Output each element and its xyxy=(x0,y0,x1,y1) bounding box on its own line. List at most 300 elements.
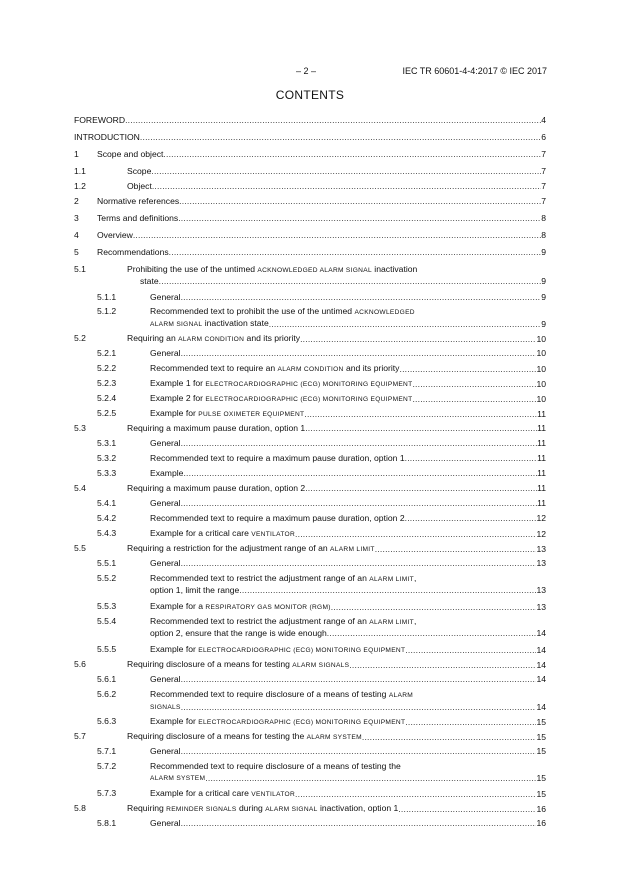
toc-entry-page: 4 xyxy=(541,115,546,125)
toc-entry-title xyxy=(127,181,152,192)
toc-entry-number: 5.3.3 xyxy=(97,468,117,478)
toc-entry-number: 5.6.2 xyxy=(97,689,117,699)
toc-entry-text: Example xyxy=(150,468,184,478)
toc-entry-line xyxy=(150,468,546,479)
toc-entry-page: 11 xyxy=(537,423,546,433)
toc-entry-smallcaps: ALARM xyxy=(388,692,414,699)
toc-entry-title xyxy=(150,378,412,390)
dot-leader xyxy=(412,394,536,405)
toc-entry-page: 12 xyxy=(536,529,546,539)
toc-entry-title xyxy=(97,149,163,160)
dot-leader xyxy=(181,702,537,713)
toc-entry-title xyxy=(150,393,412,405)
toc-entry-line xyxy=(127,731,546,743)
toc-entry-text: Requiring xyxy=(127,803,167,813)
dot-leader xyxy=(181,348,537,359)
toc-entry-line xyxy=(150,292,546,303)
toc-entry-page: 9 xyxy=(541,247,546,257)
toc-entry[interactable] xyxy=(74,659,546,671)
toc-entry-text: Recommended text to require a maximum pause duration, option 2 xyxy=(150,513,405,523)
toc-entry[interactable] xyxy=(74,181,546,192)
toc-entry-page: 14 xyxy=(536,674,546,684)
toc-entry-title xyxy=(150,716,405,728)
toc-entry-number: 5.2.2 xyxy=(97,363,117,373)
toc-entry[interactable] xyxy=(74,423,546,434)
toc-entry-page: 13 xyxy=(536,558,546,568)
toc-entry-number: 5 xyxy=(74,247,79,257)
dot-leader xyxy=(169,247,542,258)
toc-entry-smallcaps: ELECTROCARDIOGRAPHIC (ECG) MONITORING EQUIPMENT xyxy=(198,719,406,726)
toc-entry-number: 5.6.1 xyxy=(97,674,117,684)
toc-entry[interactable] xyxy=(74,230,546,241)
toc-entry[interactable] xyxy=(74,149,546,160)
toc-entry-text: General xyxy=(150,558,181,568)
dot-leader xyxy=(405,453,537,464)
dot-leader xyxy=(304,409,537,420)
toc-entry-number: 5.4.2 xyxy=(97,513,117,523)
toc-entry-text: Example for a critical care xyxy=(150,528,252,538)
toc-entry-title xyxy=(150,438,181,449)
dot-leader xyxy=(181,674,537,685)
toc-entry-number: 5.7.1 xyxy=(97,746,117,756)
toc-entry-number: 5.4.3 xyxy=(97,528,117,538)
page-header xyxy=(0,66,620,78)
toc-entry[interactable] xyxy=(74,558,546,569)
toc-entry-text: Recommended text to require disclosure of a means of testing the xyxy=(150,761,401,771)
toc-entry[interactable] xyxy=(74,348,546,359)
toc-entry[interactable] xyxy=(74,363,546,375)
toc-entry[interactable] xyxy=(74,453,546,464)
page-number: – 2 – xyxy=(296,66,317,76)
dot-leader xyxy=(181,746,537,757)
dot-leader xyxy=(181,292,542,303)
toc-entry-title xyxy=(97,247,169,258)
toc-entry-line xyxy=(150,628,546,639)
dot-leader xyxy=(375,544,537,555)
toc-entry-line xyxy=(127,166,546,177)
dot-leader xyxy=(412,379,536,390)
toc-entry-line xyxy=(150,348,546,359)
toc-entry-page: 8 xyxy=(541,213,546,223)
toc-entry-page: 6 xyxy=(541,132,546,142)
toc-entry-text: inactivation xyxy=(371,264,418,274)
toc-entry-title xyxy=(150,408,304,420)
toc-entry-text: Recommended text to require a maximum pause duration, option 1 xyxy=(150,453,405,463)
toc-entry-number: 5.2.3 xyxy=(97,378,117,388)
toc-entry-page: 13 xyxy=(536,602,546,612)
dot-leader xyxy=(163,149,541,160)
toc-entry-line xyxy=(150,701,546,713)
dot-leader xyxy=(181,438,538,449)
toc-entry-title xyxy=(74,132,140,143)
toc-entry-page: 10 xyxy=(536,379,546,389)
toc-entry-page: 13 xyxy=(536,585,546,595)
toc-entry-title xyxy=(150,528,295,540)
toc-entry-smallcaps: ACKNOWLEDGED ALARM SIGNAL xyxy=(257,267,372,274)
toc-entry-title xyxy=(150,746,181,757)
dot-leader xyxy=(405,645,536,656)
toc-entry-text: Recommended text to require an xyxy=(150,363,278,373)
toc-entry-smallcaps: ALARM LIMIT xyxy=(330,546,375,553)
toc-entry-number: 5.7.2 xyxy=(97,761,117,771)
dot-leader xyxy=(181,558,537,569)
toc-entry-text: General xyxy=(150,348,181,358)
toc-entry-number: 5.2 xyxy=(74,333,86,343)
toc-entry-text: Recommended text to require disclosure of a means of testing xyxy=(150,689,389,699)
toc-entry-title xyxy=(150,513,405,524)
toc-entry-number: 1.2 xyxy=(74,181,86,191)
toc-entry-title xyxy=(150,674,181,685)
toc-entry-text: Example for xyxy=(150,408,199,418)
toc-entry-text: Scope and object xyxy=(97,149,164,159)
toc-entry-text: General xyxy=(150,818,181,828)
dot-leader xyxy=(295,789,536,800)
toc-entry-title xyxy=(150,818,181,829)
toc-entry-title xyxy=(150,498,181,509)
toc-entry-line xyxy=(74,132,546,143)
dot-leader xyxy=(205,773,536,784)
toc-entry-title xyxy=(127,731,362,743)
toc-entry-line xyxy=(150,378,546,390)
toc-entry-title xyxy=(140,276,159,287)
toc-entry-text: Recommended text to restrict the adjustment range of an xyxy=(150,573,370,583)
toc-entry-text: Requiring a maximum pause duration, option 1 xyxy=(127,423,306,433)
toc-entry-page: 11 xyxy=(537,468,546,478)
dot-leader xyxy=(327,628,537,639)
toc-entry-title xyxy=(150,601,331,613)
dot-leader xyxy=(133,230,541,241)
toc-entry-text: INTRODUCTION xyxy=(74,132,140,142)
toc-entry-text: Example 2 for xyxy=(150,393,206,403)
toc-entry-line xyxy=(140,276,546,287)
toc-entry-title xyxy=(150,453,405,464)
toc-entry[interactable] xyxy=(74,438,546,449)
toc-entry-page: 14 xyxy=(536,628,546,638)
toc-entry[interactable] xyxy=(74,644,546,656)
toc-entry-line xyxy=(127,659,546,671)
toc-entry-page: 7 xyxy=(541,181,546,191)
toc-entry-line xyxy=(127,423,546,434)
dot-leader xyxy=(183,468,537,479)
toc-entry-text: option 2, ensure that the range is wide enough xyxy=(150,628,327,638)
dot-leader xyxy=(362,732,537,743)
toc-entry-title xyxy=(150,788,295,800)
dot-leader xyxy=(300,334,536,345)
toc-entry-line xyxy=(150,772,546,784)
toc-entry[interactable] xyxy=(74,483,546,494)
toc-entry[interactable] xyxy=(74,543,546,555)
dot-leader xyxy=(399,364,536,375)
toc-entry-number: 5.7.3 xyxy=(97,788,117,798)
toc-entry-title xyxy=(150,628,327,639)
toc-entry-title-line1 xyxy=(127,264,546,276)
toc-entry-line xyxy=(127,333,546,345)
dot-leader xyxy=(152,181,541,192)
toc-entry[interactable] xyxy=(74,528,546,540)
toc-entry-text: option 1, limit the range xyxy=(150,585,240,595)
toc-entry-page: 10 xyxy=(536,348,546,358)
toc-entry-text: Recommended text to prohibit the use of the untimed xyxy=(150,306,355,316)
toc-entry-page: 9 xyxy=(541,292,546,302)
toc-entry-page: 8 xyxy=(541,230,546,240)
toc-entry-number: 5.8.1 xyxy=(97,818,117,828)
toc-entry-text: Requiring a maximum pause duration, option 2 xyxy=(127,483,306,493)
toc-entry-title xyxy=(150,558,181,569)
toc-entry-page: 11 xyxy=(537,483,546,493)
toc-entry-line xyxy=(150,498,546,509)
toc-entry-text: Example for xyxy=(150,716,199,726)
toc-entry-line xyxy=(150,513,546,524)
toc-entry-line xyxy=(127,483,546,494)
toc-entry-page: 7 xyxy=(541,196,546,206)
toc-entry-title xyxy=(127,166,151,177)
toc-entry-page: 15 xyxy=(536,717,546,727)
toc-entry-line xyxy=(150,674,546,685)
toc-entry-page: 11 xyxy=(537,409,546,419)
toc-entry-text: and its priority xyxy=(343,363,400,373)
toc-entry-line xyxy=(127,181,546,192)
toc-entry[interactable] xyxy=(74,132,546,143)
toc-entry-smallcaps: ELECTROCARDIOGRAPHIC (ECG) MONITORING EQUIPMENT xyxy=(205,381,413,388)
toc-entry[interactable] xyxy=(74,468,546,479)
toc-entry-text: General xyxy=(150,438,181,448)
toc-entry[interactable] xyxy=(74,513,546,524)
toc-entry-number: 5.5.3 xyxy=(97,601,117,611)
toc-entry-smallcaps: VENTILATOR xyxy=(251,531,296,538)
toc-entry-text: during xyxy=(236,803,266,813)
toc-entry-smallcaps: VENTILATOR xyxy=(251,791,296,798)
toc-entry-title-line1 xyxy=(150,573,546,585)
toc-entry-smallcaps: ELECTROCARDIOGRAPHIC (ECG) MONITORING EQUIPMENT xyxy=(205,396,413,403)
toc-entry-line xyxy=(150,393,546,405)
toc-entry[interactable] xyxy=(74,213,546,224)
toc-entry-page: 16 xyxy=(536,804,546,814)
toc-entry[interactable] xyxy=(74,761,546,784)
toc-entry-text: Recommendations xyxy=(97,247,169,257)
toc-entry-smallcaps: ALARM LIMIT xyxy=(369,619,414,626)
toc-entry[interactable] xyxy=(74,746,546,757)
dot-leader xyxy=(331,602,537,613)
toc-entry[interactable] xyxy=(74,498,546,509)
dot-leader xyxy=(269,319,541,330)
toc-entry-number: 5.3 xyxy=(74,423,86,433)
toc-entry-text: , xyxy=(413,616,417,626)
toc-entry-line xyxy=(150,746,546,757)
toc-entry-title xyxy=(97,230,133,241)
dot-leader xyxy=(349,660,536,671)
dot-leader xyxy=(125,115,541,126)
toc-entry-title xyxy=(150,348,181,359)
toc-entry-page: 10 xyxy=(536,394,546,404)
toc-entry-page: 9 xyxy=(541,276,546,286)
toc-entry[interactable] xyxy=(74,264,546,287)
toc-entry-number: 2 xyxy=(74,196,79,206)
toc-entry-smallcaps: SIGNALS xyxy=(150,704,181,711)
toc-entry-text: state xyxy=(140,276,159,286)
dot-leader xyxy=(305,423,537,434)
toc-entry-title xyxy=(150,644,405,656)
toc-entry-number: 5.2.1 xyxy=(97,348,117,358)
toc-entry-smallcaps: ALARM CONDITION xyxy=(178,336,245,343)
toc-entry-text: General xyxy=(150,746,181,756)
toc-entry-page: 14 xyxy=(536,660,546,670)
toc-entry-number: 5.5.1 xyxy=(97,558,117,568)
toc-entry-number: 5.5.2 xyxy=(97,573,117,583)
toc-entry-number: 5.6 xyxy=(74,659,86,669)
toc-entry-line xyxy=(97,213,546,224)
toc-entry-title xyxy=(127,803,398,815)
toc-entry[interactable] xyxy=(74,378,546,390)
toc-entry-number: 5.8 xyxy=(74,803,86,813)
toc-entry-text: Prohibiting the use of the untimed xyxy=(127,264,258,274)
toc-entry-smallcaps: ALARM SIGNALS xyxy=(292,662,350,669)
toc-entry-number: 5.3.2 xyxy=(97,453,117,463)
toc-entry-page: 11 xyxy=(537,498,546,508)
toc-entry-text: inactivation, option 1 xyxy=(317,803,399,813)
toc-entry-page: 11 xyxy=(537,438,546,448)
toc-entry-smallcaps: RESPIRATORY GAS MONITOR (RGM) xyxy=(205,604,331,611)
toc-entry[interactable] xyxy=(74,803,546,815)
toc-entry-text: General xyxy=(150,292,181,302)
dot-leader xyxy=(181,818,537,829)
document-identifier: IEC TR 60601-4-4:2017 © IEC 2017 xyxy=(402,66,547,76)
toc-entry-text: Normative references xyxy=(97,196,180,206)
dot-leader xyxy=(181,498,538,509)
toc-entry-line xyxy=(97,196,546,207)
toc-entry[interactable] xyxy=(74,689,546,713)
toc-entry[interactable] xyxy=(74,306,546,330)
toc-entry-number: 5.5 xyxy=(74,543,86,553)
toc-entry-line xyxy=(150,408,546,420)
toc-entry-title xyxy=(150,318,269,330)
toc-entry-number: 5.2.5 xyxy=(97,408,117,418)
toc-entry-line xyxy=(97,230,546,241)
toc-entry-text: and its priority xyxy=(244,333,301,343)
toc-entry-page: 15 xyxy=(536,732,546,742)
toc-entry-smallcaps: PULSE OXIMETER EQUIPMENT xyxy=(198,411,305,418)
toc-entry-text: , xyxy=(413,573,417,583)
toc-entry[interactable] xyxy=(74,393,546,405)
toc-entry[interactable] xyxy=(74,292,546,303)
toc-entry-line xyxy=(150,788,546,800)
toc-entry-smallcaps: ALARM SIGNAL xyxy=(265,806,318,813)
dot-leader xyxy=(305,483,537,494)
toc-entry-title xyxy=(97,196,179,207)
toc-entry-line xyxy=(74,115,546,126)
toc-entry-text: Object xyxy=(127,181,152,191)
toc-entry-line xyxy=(150,818,546,829)
toc-entry-number: 1.1 xyxy=(74,166,86,176)
toc-entry-page: 15 xyxy=(536,773,546,783)
toc-entry[interactable] xyxy=(74,115,546,126)
toc-entry-page: 11 xyxy=(537,453,546,463)
toc-entry-title xyxy=(150,468,183,479)
dot-leader xyxy=(405,513,537,524)
toc-entry-number: 1 xyxy=(74,149,79,159)
toc-entry[interactable] xyxy=(74,573,546,596)
toc-entry-page: 10 xyxy=(536,364,546,374)
toc-entry-line xyxy=(97,247,546,258)
toc-entry[interactable] xyxy=(74,818,546,829)
toc-entry[interactable] xyxy=(74,247,546,258)
toc-entry-title xyxy=(150,363,399,375)
toc-entry-title xyxy=(74,115,125,126)
toc-entry-smallcaps: REMINDER SIGNALS xyxy=(166,806,237,813)
toc-entry[interactable] xyxy=(74,788,546,800)
toc-entry-line xyxy=(150,644,546,656)
dot-leader xyxy=(239,585,536,596)
toc-entry-page: 15 xyxy=(536,789,546,799)
toc-entry-text: Terms and definitions xyxy=(97,213,179,223)
toc-entry-page: 14 xyxy=(536,702,546,712)
toc-entry-number: 5.4 xyxy=(74,483,86,493)
toc-entry-text: Requiring disclosure of a means for testing the xyxy=(127,731,307,741)
toc-entry[interactable] xyxy=(74,731,546,743)
toc-entry-title xyxy=(150,701,181,713)
toc-entry-text: Example for xyxy=(150,644,199,654)
toc-entry-title xyxy=(127,543,375,555)
toc-entry-title-line1 xyxy=(150,616,546,628)
toc-entry-text: inactivation state xyxy=(202,318,269,328)
toc-entry-smallcaps: ALARM SYSTEM xyxy=(150,775,206,782)
toc-entry-number: 5.5.4 xyxy=(97,616,117,626)
toc-entry-smallcaps: ALARM SYSTEM xyxy=(306,734,362,741)
dot-leader xyxy=(398,804,536,815)
toc-entry-title xyxy=(127,423,305,434)
toc-entry[interactable] xyxy=(74,333,546,345)
dot-leader xyxy=(178,213,541,224)
toc-entry-text: Example for a critical care xyxy=(150,788,252,798)
toc-entry-line xyxy=(150,453,546,464)
toc-entry-page: 7 xyxy=(541,149,546,159)
toc-entry[interactable] xyxy=(74,166,546,177)
toc-entry[interactable] xyxy=(74,408,546,420)
dot-leader xyxy=(179,196,541,207)
toc-entry-text: Requiring a restriction for the adjustment range of an xyxy=(127,543,331,553)
toc-entry-title xyxy=(150,292,181,303)
toc-entry-line xyxy=(150,363,546,375)
toc-entry[interactable] xyxy=(74,674,546,685)
toc-entry-title-line1 xyxy=(150,761,546,772)
toc-entry-page: 16 xyxy=(536,818,546,828)
toc-entry[interactable] xyxy=(74,196,546,207)
dot-leader xyxy=(151,166,541,177)
toc-entry-number: 5.7 xyxy=(74,731,86,741)
toc-entry-number: 5.2.4 xyxy=(97,393,117,403)
toc-entry-title xyxy=(127,659,349,671)
toc-entry-text: FOREWORD xyxy=(74,115,126,125)
toc-entry-text: General xyxy=(150,498,181,508)
toc-entry-line xyxy=(150,528,546,540)
toc-entry-number: 5.1.1 xyxy=(97,292,117,302)
toc-entry-number: 4 xyxy=(74,230,79,240)
toc-entry-text: Requiring an xyxy=(127,333,179,343)
toc-entry-text: Example 1 for xyxy=(150,378,206,388)
toc-entry-text: Recommended text to restrict the adjustment range of an xyxy=(150,616,370,626)
toc-entry[interactable] xyxy=(74,716,546,728)
toc-entry-title xyxy=(127,483,305,494)
toc-entry-number: 5.3.1 xyxy=(97,438,117,448)
toc-entry-number: 5.4.1 xyxy=(97,498,117,508)
toc-entry-page: 9 xyxy=(541,319,546,329)
toc-entry-line xyxy=(150,438,546,449)
toc-entry-title xyxy=(150,585,239,596)
toc-entry[interactable] xyxy=(74,601,546,613)
toc-entry-title-line1 xyxy=(150,306,546,318)
toc-entry-line xyxy=(127,543,546,555)
toc-entry[interactable] xyxy=(74,616,546,639)
dot-leader xyxy=(295,529,536,540)
